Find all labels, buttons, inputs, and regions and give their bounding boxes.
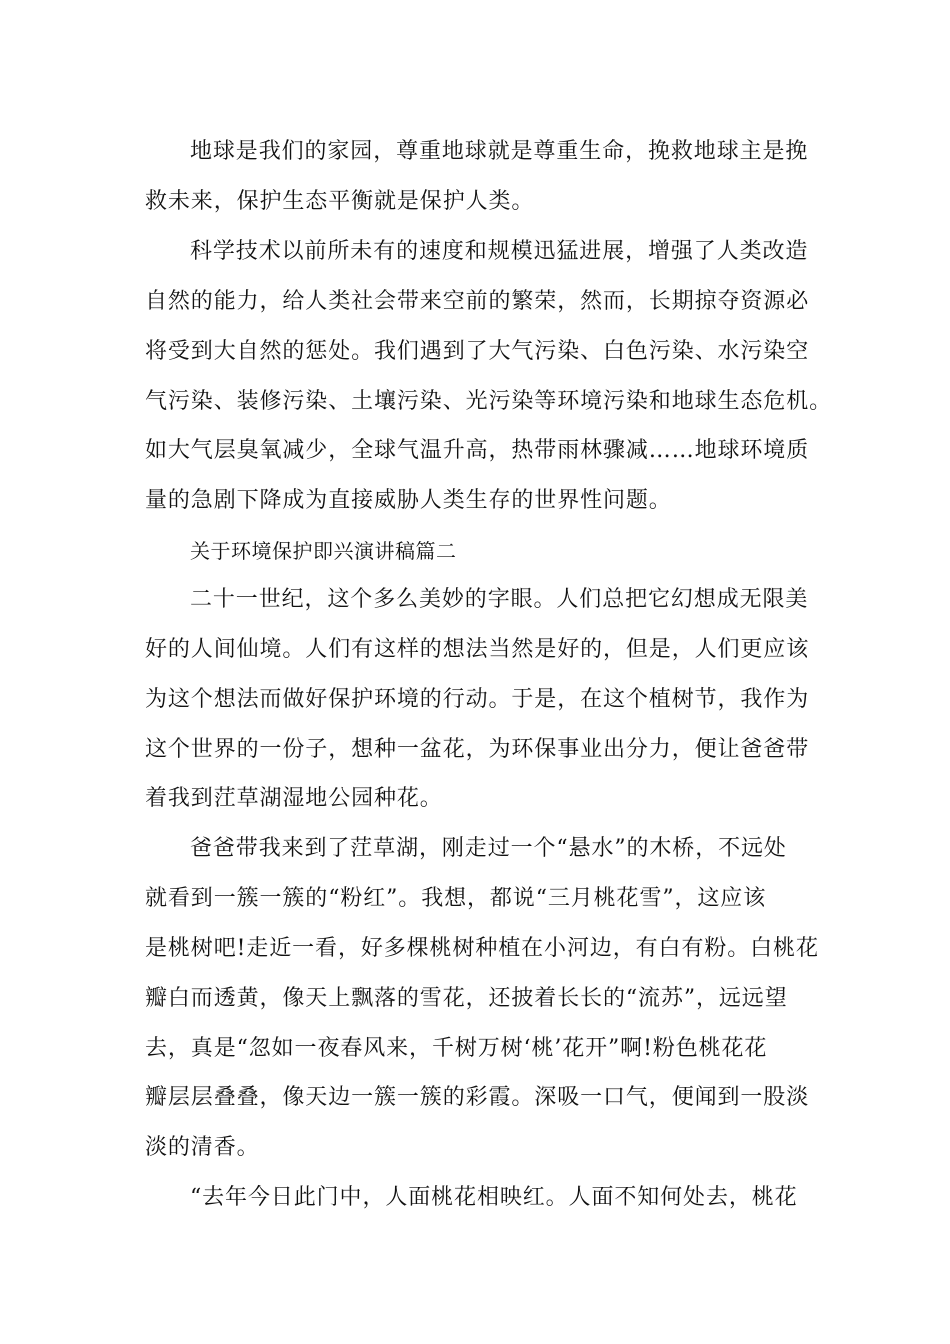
paragraph-3-line-3: 为这个想法而做好保护环境的行动。于是，在这个植树节，我作为 (145, 687, 810, 712)
paragraph-2-line-5: 如大气层臭氧减少，全球气温升高，热带雨林骤减……地球环境质 (145, 438, 810, 463)
paragraph-2-line-6: 量的急剧下降成为直接威胁人类生存的世界性问题。 (145, 488, 672, 513)
paragraph-3-line-2: 好的人间仙境。人们有这样的想法当然是好的，但是，人们更应该 (145, 637, 810, 662)
paragraph-2-line-3: 将受到大自然的惩处。我们遇到了大气污染、白色污染、水污染空 (145, 339, 810, 364)
paragraph-4-line-7: 淡的清香。 (145, 1135, 260, 1160)
paragraph-2-line-4: 气污染、装修污染、土壤污染、光污染等环境污染和地球生态危机。 (145, 389, 833, 414)
paragraph-2-line-1: 科学技术以前所未有的速度和规模迅猛进展，增强了人类改造 (190, 239, 809, 264)
paragraph-1-line-1: 地球是我们的家园，尊重地球就是尊重生命，挽救地球主是挽 (190, 139, 809, 164)
paragraph-4-line-6: 瓣层层叠叠，像天边一簇一簇的彩霞。深吸一口气，便闻到一股淡 (145, 1085, 810, 1110)
paragraph-2-line-2: 自然的能力，给人类社会带来空前的繁荣，然而，长期掠夺资源必 (145, 289, 810, 314)
paragraph-5-line-1: “去年今日此门中，人面桃花相映红。人面不知何处去，桃花 (190, 1185, 798, 1210)
paragraph-3-line-1: 二十一世纪，这个多么美妙的字眼。人们总把它幻想成无限美 (190, 587, 809, 612)
paragraph-4-line-4: 瓣白而透黄，像天上飘落的雪花，还披着长长的“流苏”，远远望 (145, 986, 788, 1011)
paragraph-4-line-5: 去，真是“忽如一夜春风来，千树万树‘桃’花开”啊!粉色桃花花 (145, 1036, 768, 1061)
section-heading: 关于环境保护即兴演讲稿篇二 (190, 539, 457, 563)
paragraph-4-line-2: 就看到一簇一簇的“粉红”。我想，都说“三月桃花雪”，这应该 (145, 886, 767, 911)
paragraph-3-line-5: 着我到茳草湖湿地公园种花。 (145, 786, 443, 811)
paragraph-3-line-4: 这个世界的一份子，想种一盆花，为环保事业出分力，便让爸爸带 (145, 737, 810, 762)
paragraph-4-line-1: 爸爸带我来到了茳草湖，刚走过一个“悬水”的木桥，不远处 (190, 836, 787, 861)
paragraph-4-line-3: 是桃树吧!走近一看，好多棵桃树种植在小河边，有白有粉。白桃花 (145, 936, 819, 961)
paragraph-1-line-2: 救未来，保护生态平衡就是保护人类。 (145, 189, 535, 214)
